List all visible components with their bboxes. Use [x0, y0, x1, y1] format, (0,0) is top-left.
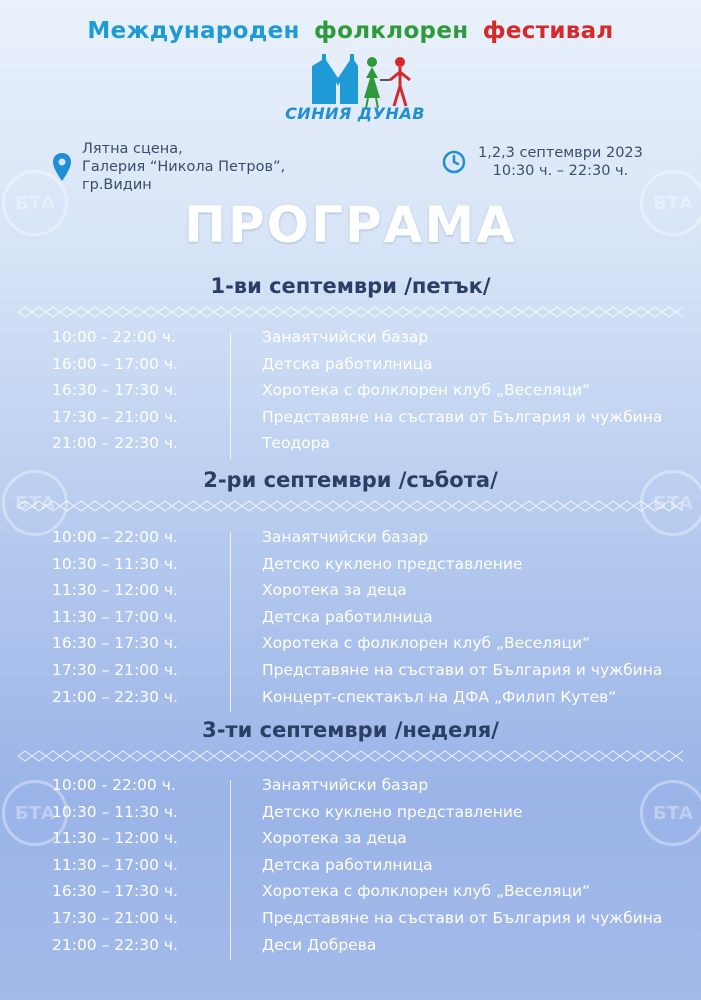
schedule-row [0, 408, 701, 434]
schedule-row [0, 381, 701, 407]
event-time: 21:00 – 22:30 ч. [52, 935, 178, 954]
schedule-row [0, 882, 701, 908]
event-name: Представяне на състави от България и чужбина [262, 407, 663, 426]
event-name: Хоротека с фолклорен клуб „Веселяци“ [262, 634, 591, 653]
schedule-row [0, 555, 701, 581]
event-time: 17:30 – 21:00 ч. [52, 407, 178, 426]
location-line: Галерия “Никола Петров”, [82, 159, 286, 175]
schedule-row [0, 661, 701, 687]
event-name: Представяне на състави от България и чужбина [262, 661, 663, 679]
event-name: Детска работилница [262, 354, 433, 373]
schedule-row [0, 803, 701, 829]
event-name: Детска работилница [262, 855, 433, 874]
schedule-row [0, 909, 701, 935]
schedule-row [0, 776, 701, 802]
festival-title [0, 18, 701, 44]
location-line: Лятна сцена, [82, 141, 183, 157]
schedule-row [0, 581, 701, 607]
schedule-row [0, 936, 701, 962]
watermark-logo: БТА [2, 170, 68, 236]
event-name: Занаятчийски базар [262, 528, 429, 546]
festival-title-word: Международен [87, 18, 300, 44]
watermark-logo: БТА [2, 470, 68, 536]
time-line: 10:30 ч. – 22:30 ч. [492, 163, 629, 179]
clock-icon [442, 150, 466, 174]
event-time: 16:30 – 17:30 ч. [52, 882, 178, 901]
schedule-row [0, 634, 701, 660]
location-line: гр.Видин [82, 177, 152, 193]
event-time: 17:30 – 21:00 ч. [52, 909, 178, 927]
ornament-divider [18, 500, 683, 512]
schedule-row [0, 608, 701, 634]
event-time: 11:30 – 17:00 ч. [52, 855, 178, 874]
event-time: 10:00 - 22:00 ч. [52, 776, 176, 794]
event-name: Хоротека за деца [262, 581, 407, 600]
event-time: 21:00 – 22:30 ч. [52, 687, 178, 706]
ornament-divider [18, 750, 683, 762]
event-name: Деси Добрева [262, 935, 377, 954]
event-time: 11:30 – 12:00 ч. [52, 581, 178, 600]
festival-title-word: фестивал [482, 18, 614, 44]
event-name: Детска работилница [262, 607, 433, 626]
festival-header [0, 0, 701, 44]
ornament-divider [18, 306, 683, 318]
schedule-row [0, 829, 701, 855]
schedule-row [0, 688, 701, 714]
event-name: Теодора [262, 434, 331, 453]
event-time: 16:00 – 17:00 ч. [52, 354, 178, 373]
event-time: 10:00 – 22:00 ч. [52, 528, 178, 546]
watermark-logo: БТА [2, 780, 68, 846]
event-name: Занаятчийски базар [262, 328, 429, 346]
datetime-info [442, 144, 643, 180]
watermark-logo: БТА [640, 170, 701, 236]
day-header: 1-ви септември /петък/ [210, 274, 491, 298]
schedule-row [0, 328, 701, 354]
schedule-row [0, 434, 701, 460]
event-time: 21:00 – 22:30 ч. [52, 434, 178, 453]
watermark-logo: БТА [640, 780, 701, 846]
day-header: 3-ти септември /неделя/ [202, 718, 499, 742]
event-time: 16:30 – 17:30 ч. [52, 381, 178, 400]
festival-logo [308, 52, 418, 112]
event-time: 10:30 – 11:30 ч. [52, 802, 178, 821]
event-name: Хоротека за деца [262, 829, 407, 848]
event-time: 17:30 – 21:00 ч. [52, 661, 178, 679]
event-name: Представяне на състави от България и чужбина [262, 909, 663, 927]
event-time: 10:00 - 22:00 ч. [52, 328, 176, 346]
event-name: Хоротека с фолклорен клуб „Веселяци“ [262, 882, 591, 901]
schedule-row [0, 528, 701, 554]
event-name: Концерт-спектакъл на ДФА „Филип Кутев“ [262, 687, 617, 706]
festival-title-word: фолклорен [314, 18, 469, 44]
event-name: Хоротека с фолклорен клуб „Веселяци“ [262, 381, 591, 400]
event-name: Детско куклено представление [262, 554, 523, 573]
schedule-row [0, 856, 701, 882]
event-time: 10:30 – 11:30 ч. [52, 554, 178, 573]
event-time: 16:30 – 17:30 ч. [52, 634, 178, 653]
event-time: 11:30 – 12:00 ч. [52, 829, 178, 848]
event-name: Занаятчийски базар [262, 776, 429, 794]
event-name: Детско куклено представление [262, 802, 523, 821]
schedule-row [0, 355, 701, 381]
location-info [52, 140, 285, 194]
program-title: ПРОГРАМА [184, 196, 517, 254]
date-line: 1,2,3 септември 2023 [478, 145, 643, 161]
watermark-logo: БТА [640, 470, 701, 536]
logo-subtitle: СИНИЯ ДУНАВ [285, 104, 425, 123]
day-header: 2-ри септември /събота/ [203, 468, 498, 492]
event-time: 11:30 – 17:00 ч. [52, 607, 178, 626]
